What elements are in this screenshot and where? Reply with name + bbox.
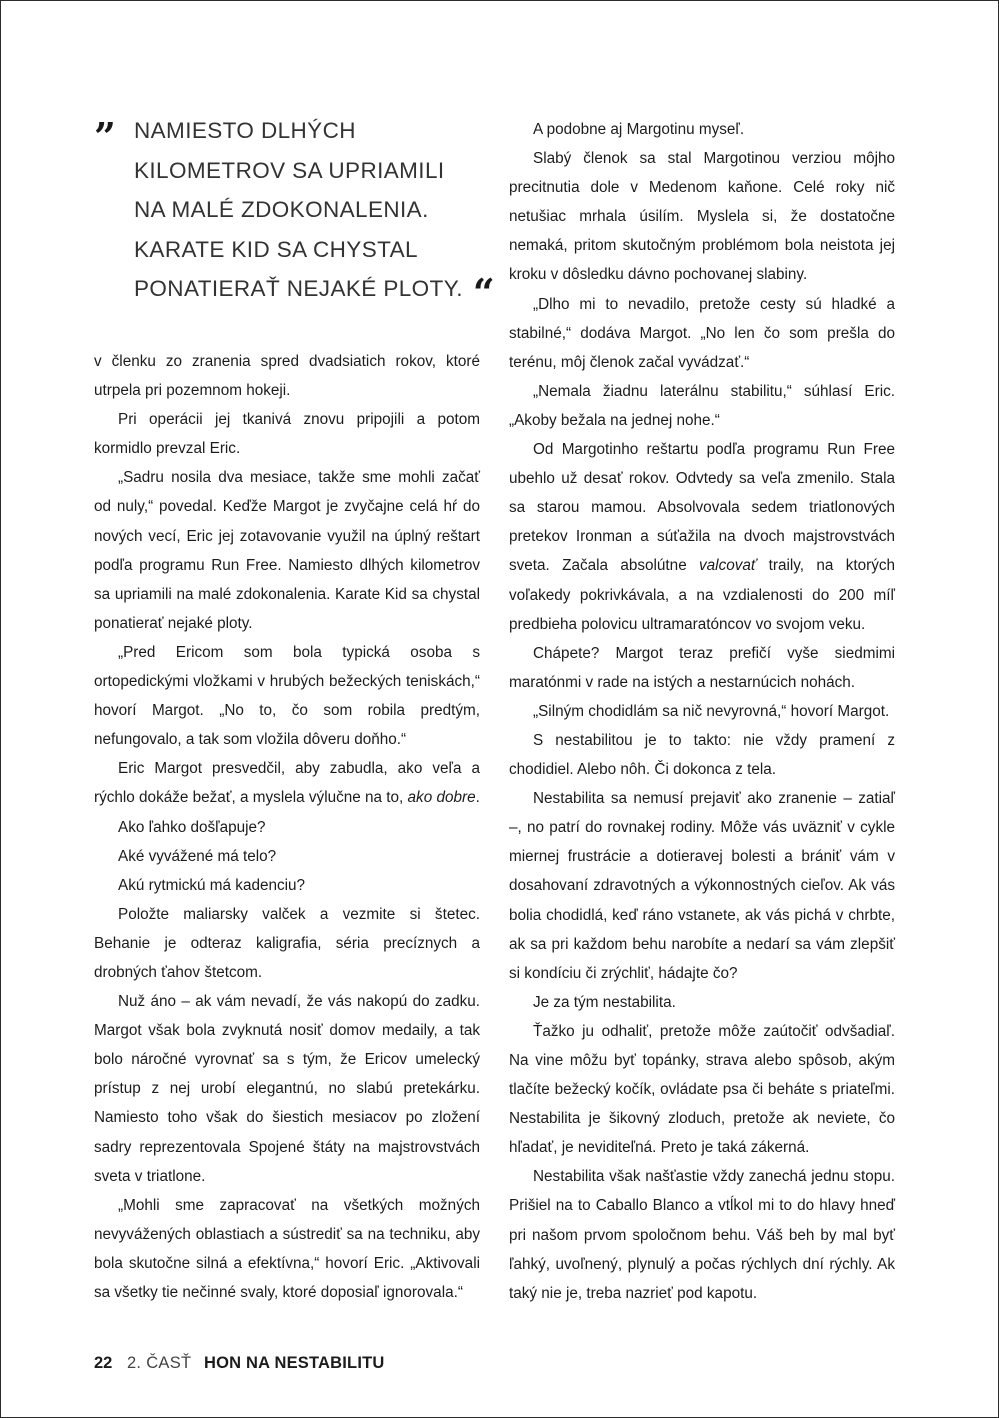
left-column xyxy=(94,347,480,1307)
emphasis: ako dobre xyxy=(407,789,476,807)
paragraph: „Mohli sme zapracovať na všetkých možných nevyvážených oblastiach a sústrediť sa na techniku, aby bola skutočne silná a efektívna,“ hovorí Eric. „Aktivovali sa všetky tie nečinné svaly, ktoré doposiaľ ignorovala.“ xyxy=(94,1196,480,1301)
paragraph: „Pred Ericom som bola typická osoba s ortopedickými vložkami v hrubých bežeckých teniskách,“ hovorí Margot. „No to, čo som robila predtým, nefungovalo, a tak som vložila dôveru doňho.“ xyxy=(94,643,480,749)
paragraph: Je za tým nestabilita. xyxy=(533,993,676,1011)
paragraph: Ťažko ju odhaliť, pretože môže zaútočiť odvšadiaľ. Na vine môžu byť topánky, strava alebo spôsob, akým tlačíte bežecký kočík, ovládate psa či beháte s priateľmi. Nestabilita je šikovný zloduch, pretože ak neviete, čo hľadať, je neviditeľná. Preto je taká zákerná. xyxy=(509,1022,895,1157)
paragraph: Nuž áno – ak vám nevadí, že vás nakopú do zadku. Margot však bola zvyknutá nosiť domov medaily, a tak bolo náročné vyrovnať sa s tým, že Ericov umelecký prístup z nej urobí elegantnú, no slabú pretekárku. Namiesto toho však do šiestich mesiacov po zložení sadry reprezentovala Spojené štáty na majstrovstvách sveta v triatlone. xyxy=(94,993,480,1185)
pull-quote-line-text: PONATIERAŤ NEJAKÉ PLOTY. xyxy=(134,276,463,301)
part-title: HON NA NESTABILITU xyxy=(204,1354,385,1372)
paragraph: „Dlho mi to nevadilo, pretože cesty sú hladké a stabilné,“ dodáva Margot. „No len čo som prešla do terénu, môj členok začal vyvádzať.“ xyxy=(509,295,895,371)
paragraph: A podobne aj Margotinu myseľ. xyxy=(533,121,745,138)
paragraph: Pri operácii jej tkanivá znovu pripojili a potom kormidlo prevzal Eric. xyxy=(94,411,480,458)
paragraph-text: Od Margotinho reštartu podľa programu Run Free ubehlo už desať rokov. Odvtedy sa veľa zmenilo. Stala sa starou mamou. Absolvovala sedem triatlonových pretekov Ironman a súťažila na dvoch majstrovstvách sveta. Začala absolútne xyxy=(509,441,895,575)
pull-quote-line: NAMIESTO DLHÝCH xyxy=(134,118,356,143)
paragraph xyxy=(509,435,895,639)
pull-quote-line: KILOMETROV SA UPRIAMILI xyxy=(134,157,445,183)
paragraph xyxy=(94,754,480,812)
paragraph: Nestabilita však našťastie vždy zanechá jednu stopu. Prišiel na to Caballo Blanco a vtĺkol mi to do hlavy hneď pri našom prvom spoločnom behu. Váš beh by mal byť ľahký, uvoľnený, plynulý a počas rýchlych dní rýchly. Ak taký nie je, treba nazrieť pod kapotu. xyxy=(509,1168,895,1302)
paragraph-text: Eric Margot presvedčil, aby zabudla, ako veľa a rýchlo dokáže bežať, a myslela výlučne na to, xyxy=(94,760,480,807)
paragraph: „Nemala žiadnu laterálnu stabilitu,“ súhlasí Eric. „Akoby bežala na jednej nohe.“ xyxy=(509,382,895,429)
paragraph: S nestabilitou je to takto: nie vždy pramení z chodidiel. Alebo nôh. Či dokonca z tela. xyxy=(509,731,895,779)
paragraph: Nestabilita sa nemusí prejaviť ako zranenie – zatiaľ –, no patrí do rovnakej rodiny. Môže vás uväzniť v cykle miernej frustrácie a dotieravej bolesti a brániť vám v dosahovaní zdravotných a výkonnostných cieľov. Ak vás bolia chodidlá, keď ráno vstanete, ak vás pichá v chrbte, ak sa pri každom behu narobíte a nedarí sa vám zlepšiť si kondíciu či zrýchliť, hádajte čo? xyxy=(509,790,895,982)
pull-quote-line-last xyxy=(94,269,496,315)
close-quote-mark: “ xyxy=(472,270,496,315)
right-column xyxy=(509,115,895,1308)
pull-quote-line: KARATE KID SA CHYSTAL xyxy=(134,236,418,262)
paragraph: „Silným chodidlám sa nič nevyrovná,“ hovorí Margot. xyxy=(533,702,890,720)
paragraph: Chápete? Margot teraz prefičí vyše siedmimi maratónmi v rade na istých a nestarnúcich nohách. xyxy=(509,644,895,691)
paragraph: „Sadru nosila dva mesiace, takže sme mohli začať od nuly,“ povedal. Keďže Margot je zvyčajne celá hŕ do nových vecí, Eric jej zotavovanie využil na úplný reštart podľa programu Run Free. Namiesto dlhých kilometrov sa upriamili na malé zdokonalenia. Karate Kid sa chystal ponatierať nejaké ploty. xyxy=(94,469,480,632)
paragraph: Ako ľahko došľapuje? xyxy=(118,818,266,836)
pull-quote xyxy=(94,111,496,315)
paragraph: Slabý členok sa stal Margotinou verziou môjho precitnutia dole v Medenom kaňone. Celé roky nič netušiac mrhala úsilím. Myslela si, že dostatočne nemaká, pritom skutočným problémom bola neistota jej kroku v dôsledku dávno pochovanej slabiny. xyxy=(509,150,895,284)
paragraph: Položte maliarsky valček a vezmite si štetec. Behanie je odteraz kaligrafia, séria precíznych a drobných ťahov štetcom. xyxy=(94,905,480,981)
page-number: 22 xyxy=(94,1354,113,1372)
part-label: 2. ČASŤ xyxy=(126,1354,192,1372)
paragraph: Akú rytmickú má kadenciu? xyxy=(118,876,306,894)
emphasis: valcovať xyxy=(699,557,757,575)
open-quote-mark: ” xyxy=(94,114,117,159)
paragraph: Aké vyvážené má telo? xyxy=(118,847,277,865)
pull-quote-line: NA MALÉ ZDOKONALENIA. xyxy=(134,197,429,222)
paragraph-text: traily, na ktorých voľakedy pokrivkávala, a na vzdialenosti do 200 míľ predbieha polovicu ultramaratóncov vo svojom veku. xyxy=(509,557,895,633)
paragraph-text: . xyxy=(475,789,480,807)
paragraph: v členku zo zranenia spred dvadsiatich rokov, ktoré utrpela pri pozemnom hokeji. xyxy=(94,353,480,400)
page-footer xyxy=(94,1354,385,1373)
